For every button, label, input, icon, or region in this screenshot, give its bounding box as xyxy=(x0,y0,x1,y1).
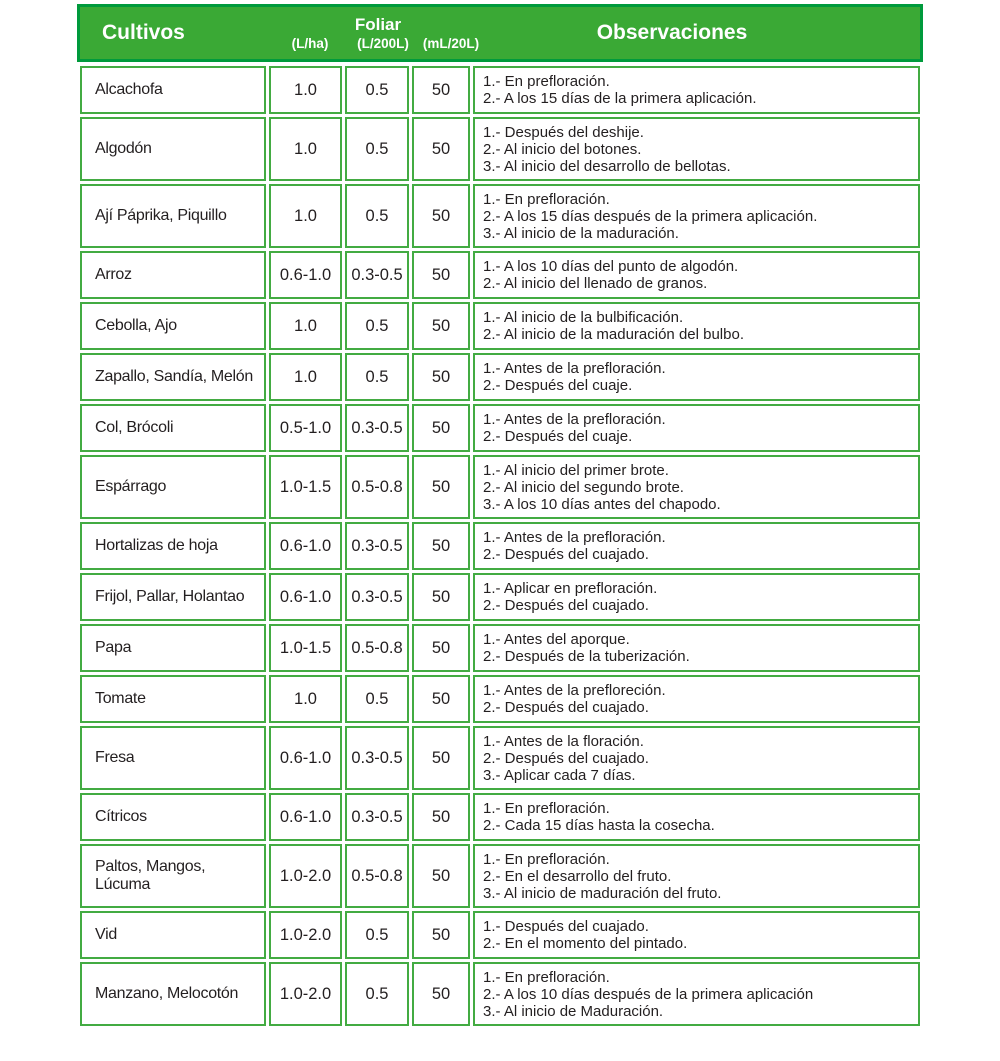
observation-line: 1.- En prefloración. xyxy=(483,850,610,868)
table-row xyxy=(80,353,920,401)
observation-line: 3.- Al inicio de Maduración. xyxy=(483,1002,664,1020)
dose-l-200l-cell: 0.3-0.5 xyxy=(345,726,409,790)
observation-line: 2.- Después de la tuberización. xyxy=(483,648,690,665)
table-row xyxy=(80,251,920,299)
column-header-observaciones: Observaciones xyxy=(596,21,748,44)
observation-line: 1.- Después del deshije. xyxy=(483,123,644,141)
crops-table-body xyxy=(80,66,920,1026)
crop-name-cell: Espárrago xyxy=(80,455,266,519)
dose-ml-20l-cell: 50 xyxy=(412,251,470,299)
crop-name-cell: Hortalizas de hoja xyxy=(80,522,266,570)
dose-l-200l-cell: 0.5 xyxy=(345,184,409,248)
observation-line: 3.- Al inicio de la maduración. xyxy=(483,224,679,242)
observations-cell xyxy=(473,117,920,181)
observation-line: 2.- Al inicio del llenado de granos. xyxy=(483,275,708,292)
dose-ml-20l-cell: 50 xyxy=(412,353,470,401)
crop-name-cell: Fresa xyxy=(80,726,266,790)
observations-cell xyxy=(473,455,920,519)
dose-l-ha-cell: 0.6-1.0 xyxy=(269,793,342,841)
crops-table xyxy=(77,63,923,1029)
observation-line: 3.- A los 10 días antes del chapodo. xyxy=(483,495,721,513)
observation-line: 2.- Después del cuaje. xyxy=(483,377,633,394)
observation-line: 2.- Después del cuajado. xyxy=(483,597,649,614)
dose-ml-20l-cell: 50 xyxy=(412,66,470,114)
dose-ml-20l-cell: 50 xyxy=(412,793,470,841)
crop-name-cell: Zapallo, Sandía, Melón xyxy=(80,353,266,401)
dose-l-200l-cell: 0.3-0.5 xyxy=(345,573,409,621)
observation-line: 3.- Al inicio del desarrollo de bellotas. xyxy=(483,157,731,175)
observation-line: 1.- Al inicio del primer brote. xyxy=(483,461,669,479)
observations-cell xyxy=(473,844,920,908)
dose-l-200l-cell: 0.5-0.8 xyxy=(345,455,409,519)
observation-line: 1.- Antes de la prefloreción. xyxy=(483,682,666,699)
dose-l-200l-cell: 0.5 xyxy=(345,353,409,401)
dose-l-200l-cell: 0.3-0.5 xyxy=(345,522,409,570)
observation-line: 1.- Antes de la prefloración. xyxy=(483,529,666,546)
dose-l-ha-cell: 1.0 xyxy=(269,353,342,401)
observation-line: 2.- Después del cuajado. xyxy=(483,546,649,563)
dose-ml-20l-cell: 50 xyxy=(412,117,470,181)
dose-l-ha-cell: 1.0 xyxy=(269,302,342,350)
observation-line: 2.- A los 15 días después de la primera aplicación. xyxy=(483,207,818,225)
observation-line: 2.- A los 10 días después de la primera aplicación xyxy=(483,985,814,1003)
observation-line: 1.- Al inicio de la bulbificación. xyxy=(483,309,684,326)
observation-line: 2.- Cada 15 días hasta la cosecha. xyxy=(483,817,715,834)
dose-ml-20l-cell: 50 xyxy=(412,573,470,621)
observation-line: 1.- En prefloración. xyxy=(483,73,610,90)
dose-ml-20l-cell: 50 xyxy=(412,962,470,1026)
unit-label-l-200l: (L/200L) xyxy=(357,36,409,52)
dose-l-ha-cell: 1.0-1.5 xyxy=(269,455,342,519)
crop-name-cell: Papa xyxy=(80,624,266,672)
table-row xyxy=(80,962,920,1026)
dose-ml-20l-cell: 50 xyxy=(412,522,470,570)
crop-name-cell: Alcachofa xyxy=(80,66,266,114)
unit-label-ml-20l: (mL/20L) xyxy=(422,36,480,52)
crop-name-cell: Paltos, Mangos, Lúcuma xyxy=(80,844,266,908)
dose-ml-20l-cell: 50 xyxy=(412,911,470,959)
observation-line: 1.- Antes de la prefloración. xyxy=(483,360,666,377)
dose-l-200l-cell: 0.3-0.5 xyxy=(345,793,409,841)
column-header-foliar: Foliar xyxy=(354,15,402,35)
observations-cell xyxy=(473,66,920,114)
table-row xyxy=(80,117,920,181)
dose-l-ha-cell: 1.0 xyxy=(269,675,342,723)
observation-line: 2.- Al inicio de la maduración del bulbo. xyxy=(483,326,744,343)
dose-ml-20l-cell: 50 xyxy=(412,455,470,519)
table-header-banner xyxy=(77,4,923,62)
table-row xyxy=(80,302,920,350)
crop-name-cell: Arroz xyxy=(80,251,266,299)
dose-l-ha-cell: 1.0-2.0 xyxy=(269,844,342,908)
observations-cell xyxy=(473,353,920,401)
dose-l-200l-cell: 0.3-0.5 xyxy=(345,251,409,299)
observation-line: 1.- En prefloración. xyxy=(483,800,610,817)
dose-l-ha-cell: 1.0-2.0 xyxy=(269,911,342,959)
dose-l-ha-cell: 1.0 xyxy=(269,66,342,114)
dose-l-ha-cell: 0.6-1.0 xyxy=(269,522,342,570)
unit-label-l-ha: (L/ha) xyxy=(291,36,329,52)
observation-line: 2.- En el momento del pintado. xyxy=(483,935,688,952)
observations-cell xyxy=(473,404,920,452)
observations-cell xyxy=(473,573,920,621)
observations-cell xyxy=(473,793,920,841)
crop-name-cell: Cebolla, Ajo xyxy=(80,302,266,350)
observation-line: 2.- Después del cuaje. xyxy=(483,428,633,445)
table-row xyxy=(80,573,920,621)
observations-cell xyxy=(473,675,920,723)
dose-l-200l-cell: 0.5 xyxy=(345,117,409,181)
dose-ml-20l-cell: 50 xyxy=(412,302,470,350)
dose-ml-20l-cell: 50 xyxy=(412,624,470,672)
observations-cell xyxy=(473,962,920,1026)
dose-l-200l-cell: 0.5 xyxy=(345,911,409,959)
crop-name-cell: Frijol, Pallar, Holantao xyxy=(80,573,266,621)
dose-l-ha-cell: 1.0 xyxy=(269,117,342,181)
table-row xyxy=(80,184,920,248)
observation-line: 2.- En el desarrollo del fruto. xyxy=(483,867,672,885)
dose-ml-20l-cell: 50 xyxy=(412,184,470,248)
observation-line: 1.- Después del cuajado. xyxy=(483,918,649,935)
dose-ml-20l-cell: 50 xyxy=(412,404,470,452)
observation-line: 2.- Al inicio del botones. xyxy=(483,140,642,158)
observation-line: 1.- Aplicar en prefloración. xyxy=(483,580,658,597)
column-header-cultivos: Cultivos xyxy=(102,21,185,44)
observation-line: 2.- Después del cuajado. xyxy=(483,749,649,767)
observation-line: 3.- Aplicar cada 7 días. xyxy=(483,766,636,784)
table-row xyxy=(80,624,920,672)
dose-l-200l-cell: 0.5 xyxy=(345,675,409,723)
observations-cell xyxy=(473,911,920,959)
table-row xyxy=(80,675,920,723)
crop-name-cell: Tomate xyxy=(80,675,266,723)
crop-name-cell: Vid xyxy=(80,911,266,959)
table-row xyxy=(80,455,920,519)
observation-line: 1.- Antes de la floración. xyxy=(483,732,644,750)
observation-line: 1.- En prefloración. xyxy=(483,190,610,208)
table-row xyxy=(80,66,920,114)
dose-l-200l-cell: 0.5-0.8 xyxy=(345,844,409,908)
dose-ml-20l-cell: 50 xyxy=(412,726,470,790)
observation-line: 3.- Al inicio de maduración del fruto. xyxy=(483,884,722,902)
observation-line: 1.- Antes del aporque. xyxy=(483,631,630,648)
dose-l-200l-cell: 0.3-0.5 xyxy=(345,404,409,452)
table-row xyxy=(80,522,920,570)
observation-line: 1.- Antes de la prefloración. xyxy=(483,411,666,428)
crop-name-cell: Algodón xyxy=(80,117,266,181)
table-row xyxy=(80,911,920,959)
crop-name-cell: Col, Brócoli xyxy=(80,404,266,452)
dose-l-200l-cell: 0.5 xyxy=(345,962,409,1026)
observations-cell xyxy=(473,184,920,248)
dose-l-ha-cell: 0.6-1.0 xyxy=(269,251,342,299)
dose-l-ha-cell: 1.0-2.0 xyxy=(269,962,342,1026)
observations-cell xyxy=(473,522,920,570)
observation-line: 2.- Después del cuajado. xyxy=(483,699,649,716)
crop-name-cell: Cítricos xyxy=(80,793,266,841)
dose-ml-20l-cell: 50 xyxy=(412,675,470,723)
table-row xyxy=(80,404,920,452)
dose-l-ha-cell: 1.0 xyxy=(269,184,342,248)
crop-name-cell: Ají Páprika, Piquillo xyxy=(80,184,266,248)
observation-line: 1.- A los 10 días del punto de algodón. xyxy=(483,258,739,275)
observations-cell xyxy=(473,251,920,299)
table-row xyxy=(80,844,920,908)
dose-l-ha-cell: 1.0-1.5 xyxy=(269,624,342,672)
observations-cell xyxy=(473,302,920,350)
dose-ml-20l-cell: 50 xyxy=(412,844,470,908)
dose-l-ha-cell: 0.6-1.0 xyxy=(269,573,342,621)
dose-l-200l-cell: 0.5-0.8 xyxy=(345,624,409,672)
dose-l-200l-cell: 0.5 xyxy=(345,66,409,114)
dose-l-200l-cell: 0.5 xyxy=(345,302,409,350)
dose-l-ha-cell: 0.5-1.0 xyxy=(269,404,342,452)
unit-labels-row xyxy=(272,37,484,51)
observations-cell xyxy=(473,624,920,672)
table-row xyxy=(80,726,920,790)
observation-line: 1.- En prefloración. xyxy=(483,968,610,986)
observation-line: 2.- A los 15 días de la primera aplicación. xyxy=(483,90,757,107)
observations-cell xyxy=(473,726,920,790)
foliar-column-group xyxy=(272,14,484,51)
table-row xyxy=(80,793,920,841)
dose-l-ha-cell: 0.6-1.0 xyxy=(269,726,342,790)
crop-name-cell: Manzano, Melocotón xyxy=(80,962,266,1026)
observation-line: 2.- Al inicio del segundo brote. xyxy=(483,478,684,496)
